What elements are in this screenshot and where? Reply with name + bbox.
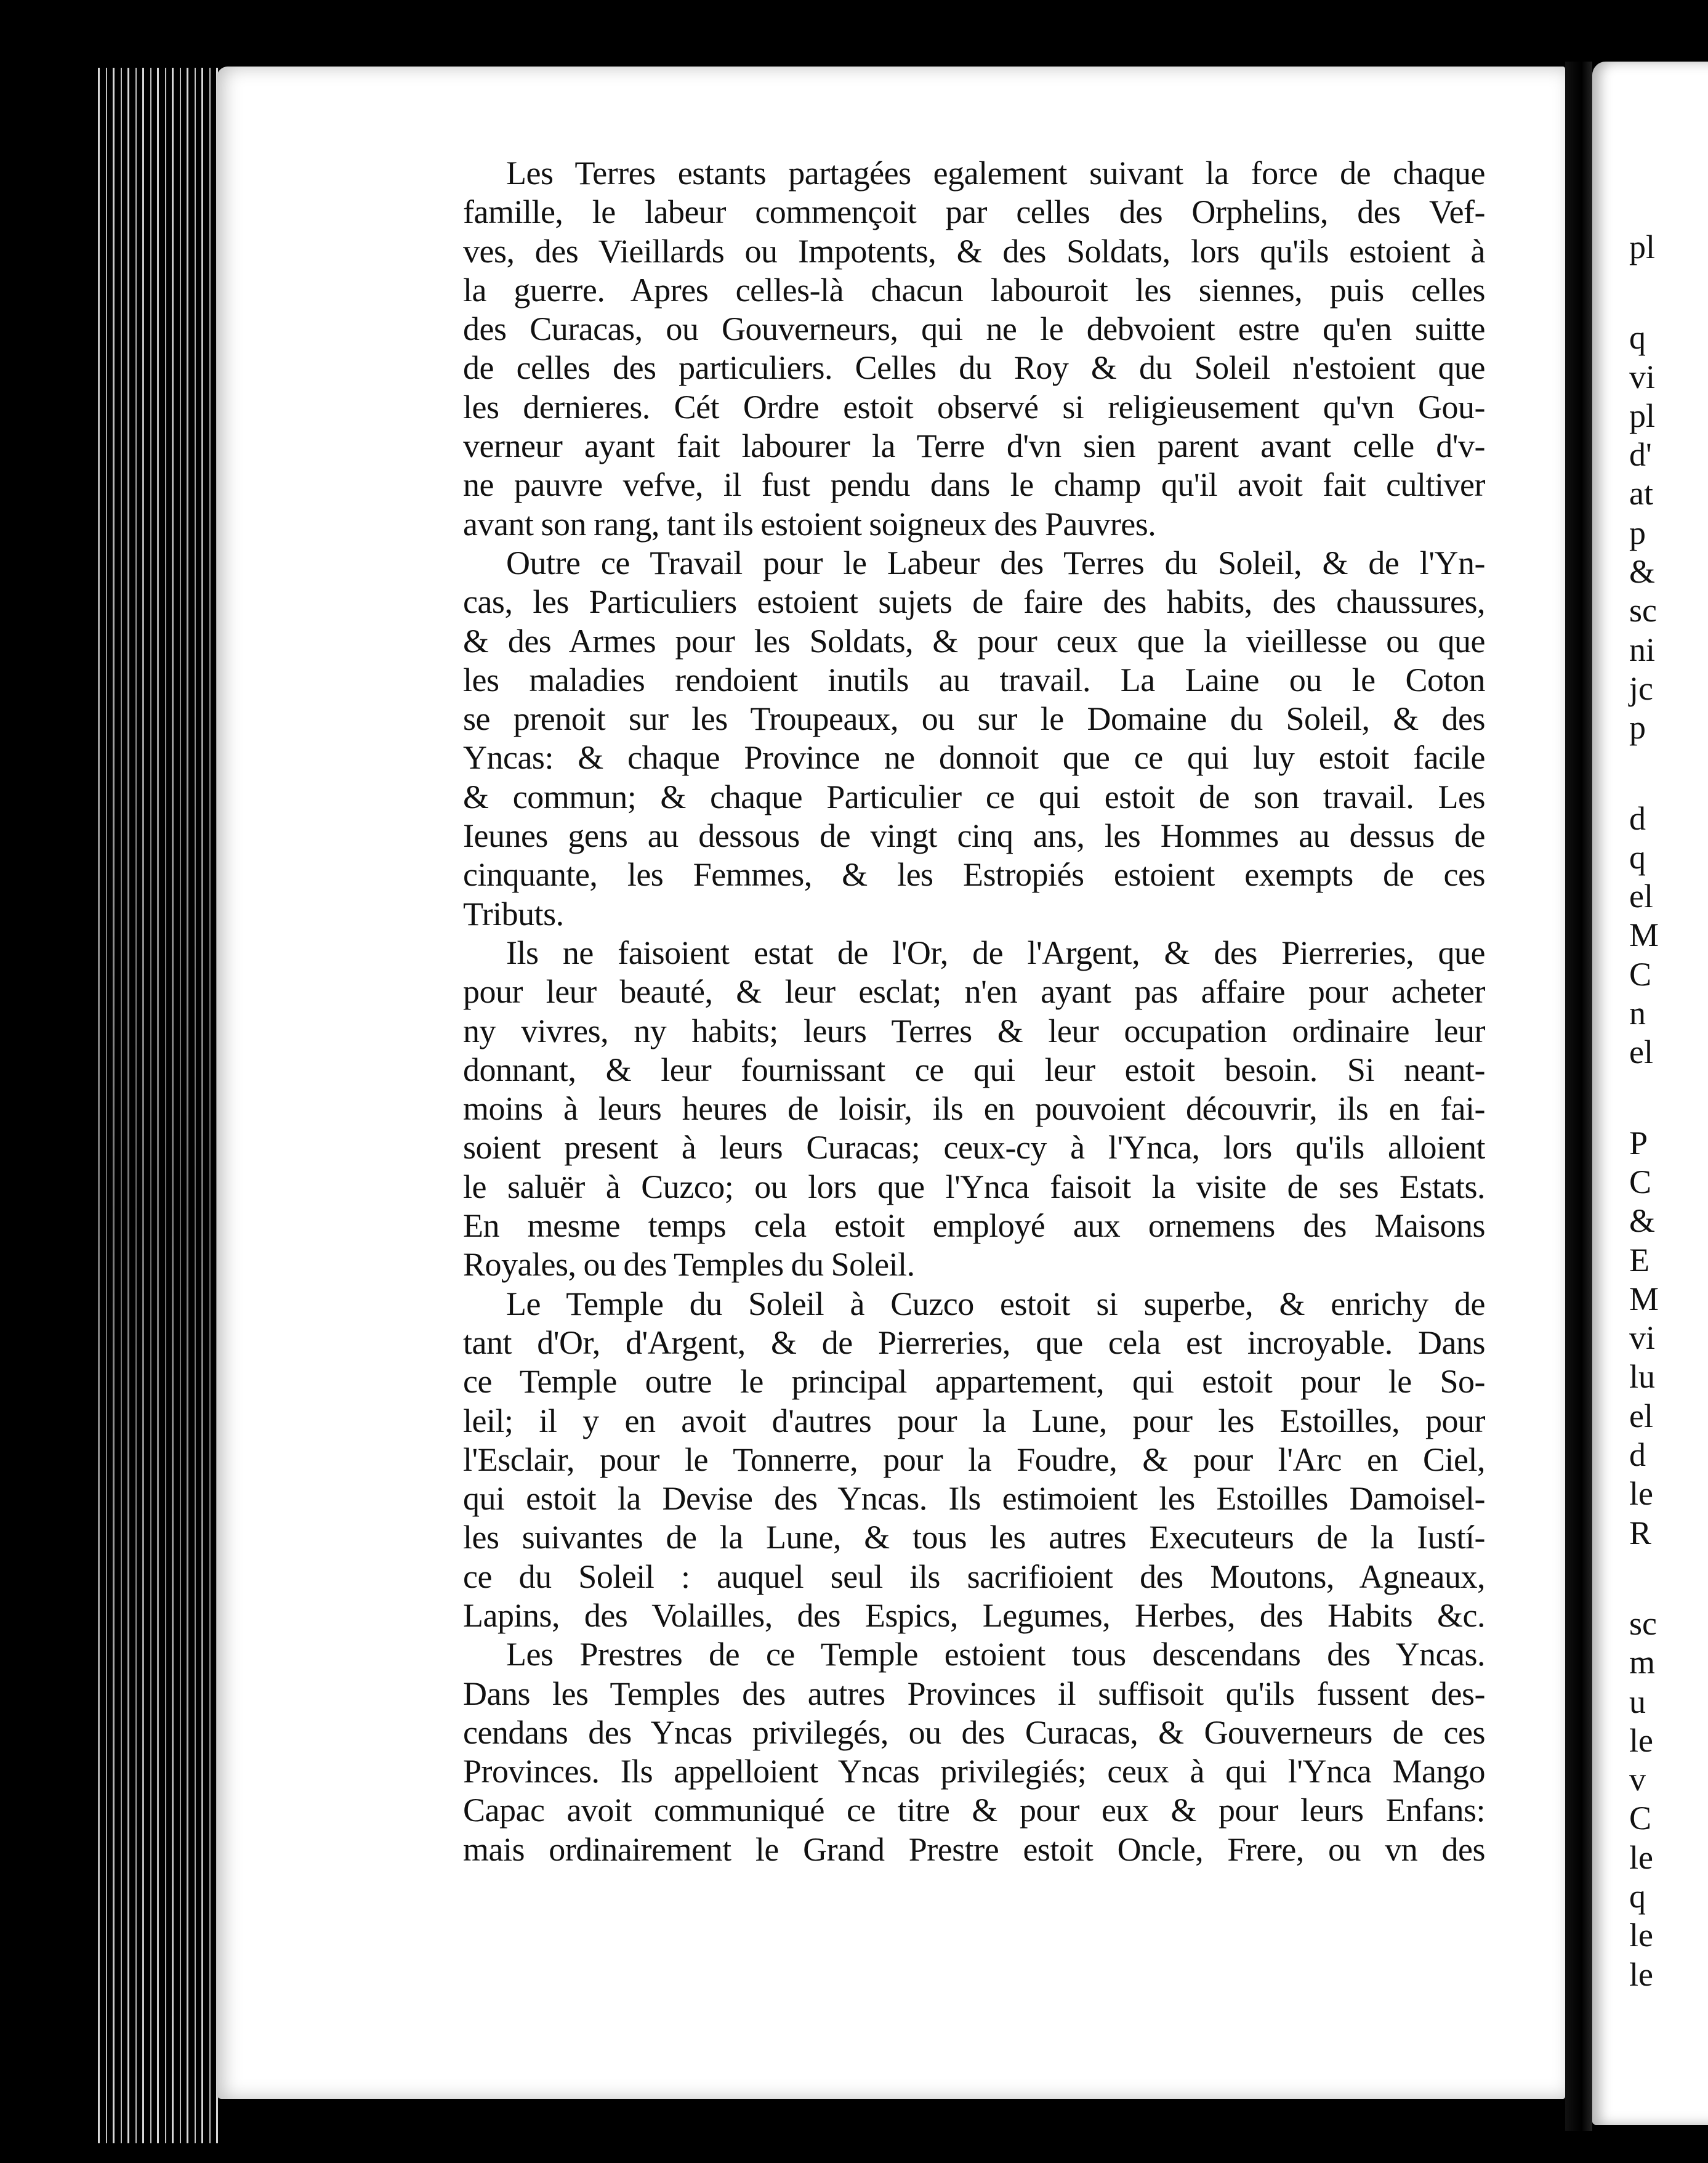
text-line: les suivantes de la Lune, & tous les autres Executeurs de la Iustí- [463, 1519, 1485, 1556]
text-line: les maladies rendoient inutils au travail. La Laine ou le Coton [463, 661, 1485, 698]
text-line: cendans des Yncas privilegés, ou des Curacas, & Gouverneurs de ces [463, 1713, 1485, 1751]
facing-fragment: n [1629, 995, 1646, 1032]
text-line: En mesme temps cela estoit employé aux ornemens des Maisons [463, 1207, 1485, 1245]
text-line: le saluër à Cuzco; ou lors que l'Ynca faisoit la visite de ses Estats. [463, 1168, 1485, 1205]
facing-fragment: jc [1629, 669, 1653, 707]
facing-fragment: P [1629, 1124, 1648, 1162]
facing-fragment: vi [1629, 1319, 1656, 1357]
text-line: Capac avoit communiqué ce titre & pour eux & pour leurs Enfans: [463, 1792, 1485, 1829]
text-line: moins à leurs heures de loisir, ils en pouvoient découvrir, ils en fai- [463, 1090, 1485, 1128]
text-line: avant son rang, tant ils estoient soigneux des Pauvres. [463, 505, 1156, 543]
text-line: ne pauvre vefve, il fust pendu dans le champ qu'il avoit fait cultiver [463, 466, 1485, 504]
facing-fragment: le [1629, 1917, 1653, 1954]
text-line: Dans les Temples des autres Provinces il suffisoit qu'ils fussent des- [463, 1675, 1485, 1712]
text-line: tant d'Or, d'Argent, & de Pierreries, que cela est incroyable. Dans [463, 1324, 1485, 1361]
facing-fragment: pl [1629, 397, 1656, 434]
facing-fragment [1629, 1072, 1659, 1124]
facing-fragment: & [1629, 1202, 1656, 1240]
text-line: ny vivres, ny habits; leurs Terres & leur occupation ordinaire leur [463, 1012, 1485, 1049]
facing-fragment [1629, 267, 1659, 318]
text-line: donnant, & leur fournissant ce qui leur estoit besoin. Si neant- [463, 1051, 1485, 1088]
facing-fragment: at [1629, 475, 1653, 512]
text-line: pour leur beauté, & leur esclat; n'en ayant pas affaire pour acheter [463, 973, 1485, 1011]
text-line: ce du Soleil : auquel seul ils sacrifioient des Moutons, Agneaux, [463, 1558, 1485, 1595]
facing-fragment: & [1629, 553, 1656, 591]
facing-fragment: d [1629, 799, 1646, 837]
facing-page [1592, 62, 1708, 2125]
facing-fragment: d' [1629, 436, 1652, 474]
facing-fragment: le [1629, 1475, 1653, 1513]
book-gutter [1565, 62, 1592, 2131]
text-line: verneur ayant fait labourer la Terre d'vn sien parent avant celle d'v- [463, 427, 1485, 465]
facing-fragment: el [1629, 1033, 1653, 1071]
text-line: soient present à leurs Curacas; ceux-cy à l'Ynca, lors qu'ils alloient [463, 1129, 1485, 1166]
facing-fragment: el [1629, 1397, 1653, 1434]
facing-fragment: p [1629, 709, 1646, 746]
text-line: Le Temple du Soleil à Cuzco estoit si superbe, & enrichy de [506, 1285, 1485, 1322]
text-line: Yncas: & chaque Province ne donnoit que ce qui luy estoit facile [463, 739, 1485, 777]
text-line: se prenoit sur les Troupeaux, ou sur le Domaine du Soleil, & des [463, 700, 1485, 738]
facing-fragment: R [1629, 1514, 1652, 1551]
text-line: les dernieres. Cét Ordre estoit observé si religieusement qu'vn Gou- [463, 388, 1485, 426]
text-line: Outre ce Travail pour le Labeur des Terres du Soleil, & de l'Yn- [506, 544, 1485, 581]
facing-fragment: sc [1629, 592, 1657, 629]
facing-fragment: pl [1629, 228, 1656, 265]
facing-fragment: lu [1629, 1358, 1656, 1396]
text-line: Ieunes gens au dessous de vingt cinq ans, les Hommes au dessus de [463, 817, 1485, 855]
text-line: leil; il y en avoit d'autres pour la Lune, pour les Estoilles, pour [463, 1402, 1485, 1439]
facing-fragment: C [1629, 1163, 1652, 1200]
text-line: la guerre. Apres celles-là chacun labouroit les siennes, puis celles [463, 271, 1485, 309]
page-edges [92, 68, 222, 2143]
facing-fragment: m [1629, 1644, 1656, 1681]
text-line: cas, les Particuliers estoient sujets de faire des habits, des chaussures, [463, 583, 1485, 621]
text-line: qui estoit la Devise des Yncas. Ils estimoient les Estoilles Damoisel- [463, 1480, 1485, 1518]
facing-fragment [1629, 748, 1659, 799]
facing-fragment: q [1629, 319, 1646, 357]
facing-fragment: le [1629, 1838, 1653, 1876]
facing-fragment: M [1629, 1280, 1659, 1317]
facing-fragment: ni [1629, 631, 1656, 668]
page-body-text [463, 154, 1485, 1869]
text-line: des Curacas, ou Gouverneurs, qui ne le debvoient estre qu'en suitte [463, 310, 1485, 348]
text-line: Ils ne faisoient estat de l'Or, de l'Argent, & des Pierreries, que [506, 934, 1485, 971]
facing-fragment: v [1629, 1761, 1646, 1798]
text-line: de celles des particuliers. Celles du Roy & du Soleil n'estoient que [463, 349, 1485, 387]
facing-fragment: q [1629, 1877, 1646, 1915]
text-line: Provinces. Ils appelloient Yncas privilegiés; ceux à qui l'Ynca Mango [463, 1753, 1485, 1790]
text-line: ves, des Vieillards ou Impotents, & des Soldats, lors qu'ils estoient à [463, 232, 1485, 270]
text-line: Les Terres estants partagées egalement suivant la force de chaque [506, 155, 1485, 192]
text-line: & des Armes pour les Soldats, & pour ceux que la vieillesse ou que [463, 622, 1485, 660]
text-line: & commun; & chaque Particulier ce qui estoit de son travail. Les [463, 778, 1485, 815]
text-line: l'Esclair, pour le Tonnerre, pour la Foudre, & pour l'Arc en Ciel, [463, 1441, 1485, 1478]
text-line: famille, le labeur commençoit par celles des Orphelins, des Vef- [463, 193, 1485, 231]
facing-fragment: p [1629, 514, 1646, 551]
facing-fragment: E [1629, 1241, 1650, 1279]
facing-fragment: q [1629, 838, 1646, 876]
text-line: Les Prestres de ce Temple estoient tous descendans des Yncas. [506, 1636, 1485, 1673]
facing-fragment: d [1629, 1436, 1646, 1474]
text-line: Royales, ou des Temples du Soleil. [463, 1246, 915, 1284]
facing-fragment: M [1629, 916, 1659, 954]
facing-fragment: C [1629, 1800, 1652, 1837]
text-line: Tributs. [463, 895, 564, 932]
text-line: cinquante, les Femmes, & les Estropiés estoient exempts de ces [463, 856, 1485, 894]
facing-fragment: el [1629, 878, 1653, 915]
facing-fragment: sc [1629, 1604, 1657, 1642]
text-line: mais ordinairement le Grand Prestre estoit Oncle, Frere, ou vn des [463, 1830, 1485, 1868]
text-line: Lapins, des Volailles, des Espics, Legumes, Herbes, des Habits &c. [463, 1596, 1485, 1634]
facing-fragment: C [1629, 955, 1652, 993]
facing-fragment: u [1629, 1683, 1646, 1720]
facing-page-fragments [1629, 228, 1659, 1994]
facing-fragment: le [1629, 1955, 1653, 1993]
facing-fragment [1629, 1553, 1659, 1604]
text-line: ce Temple outre le principal appartement, qui estoit pour le So- [463, 1363, 1485, 1401]
facing-fragment: vi [1629, 358, 1656, 395]
facing-fragment: le [1629, 1721, 1653, 1759]
